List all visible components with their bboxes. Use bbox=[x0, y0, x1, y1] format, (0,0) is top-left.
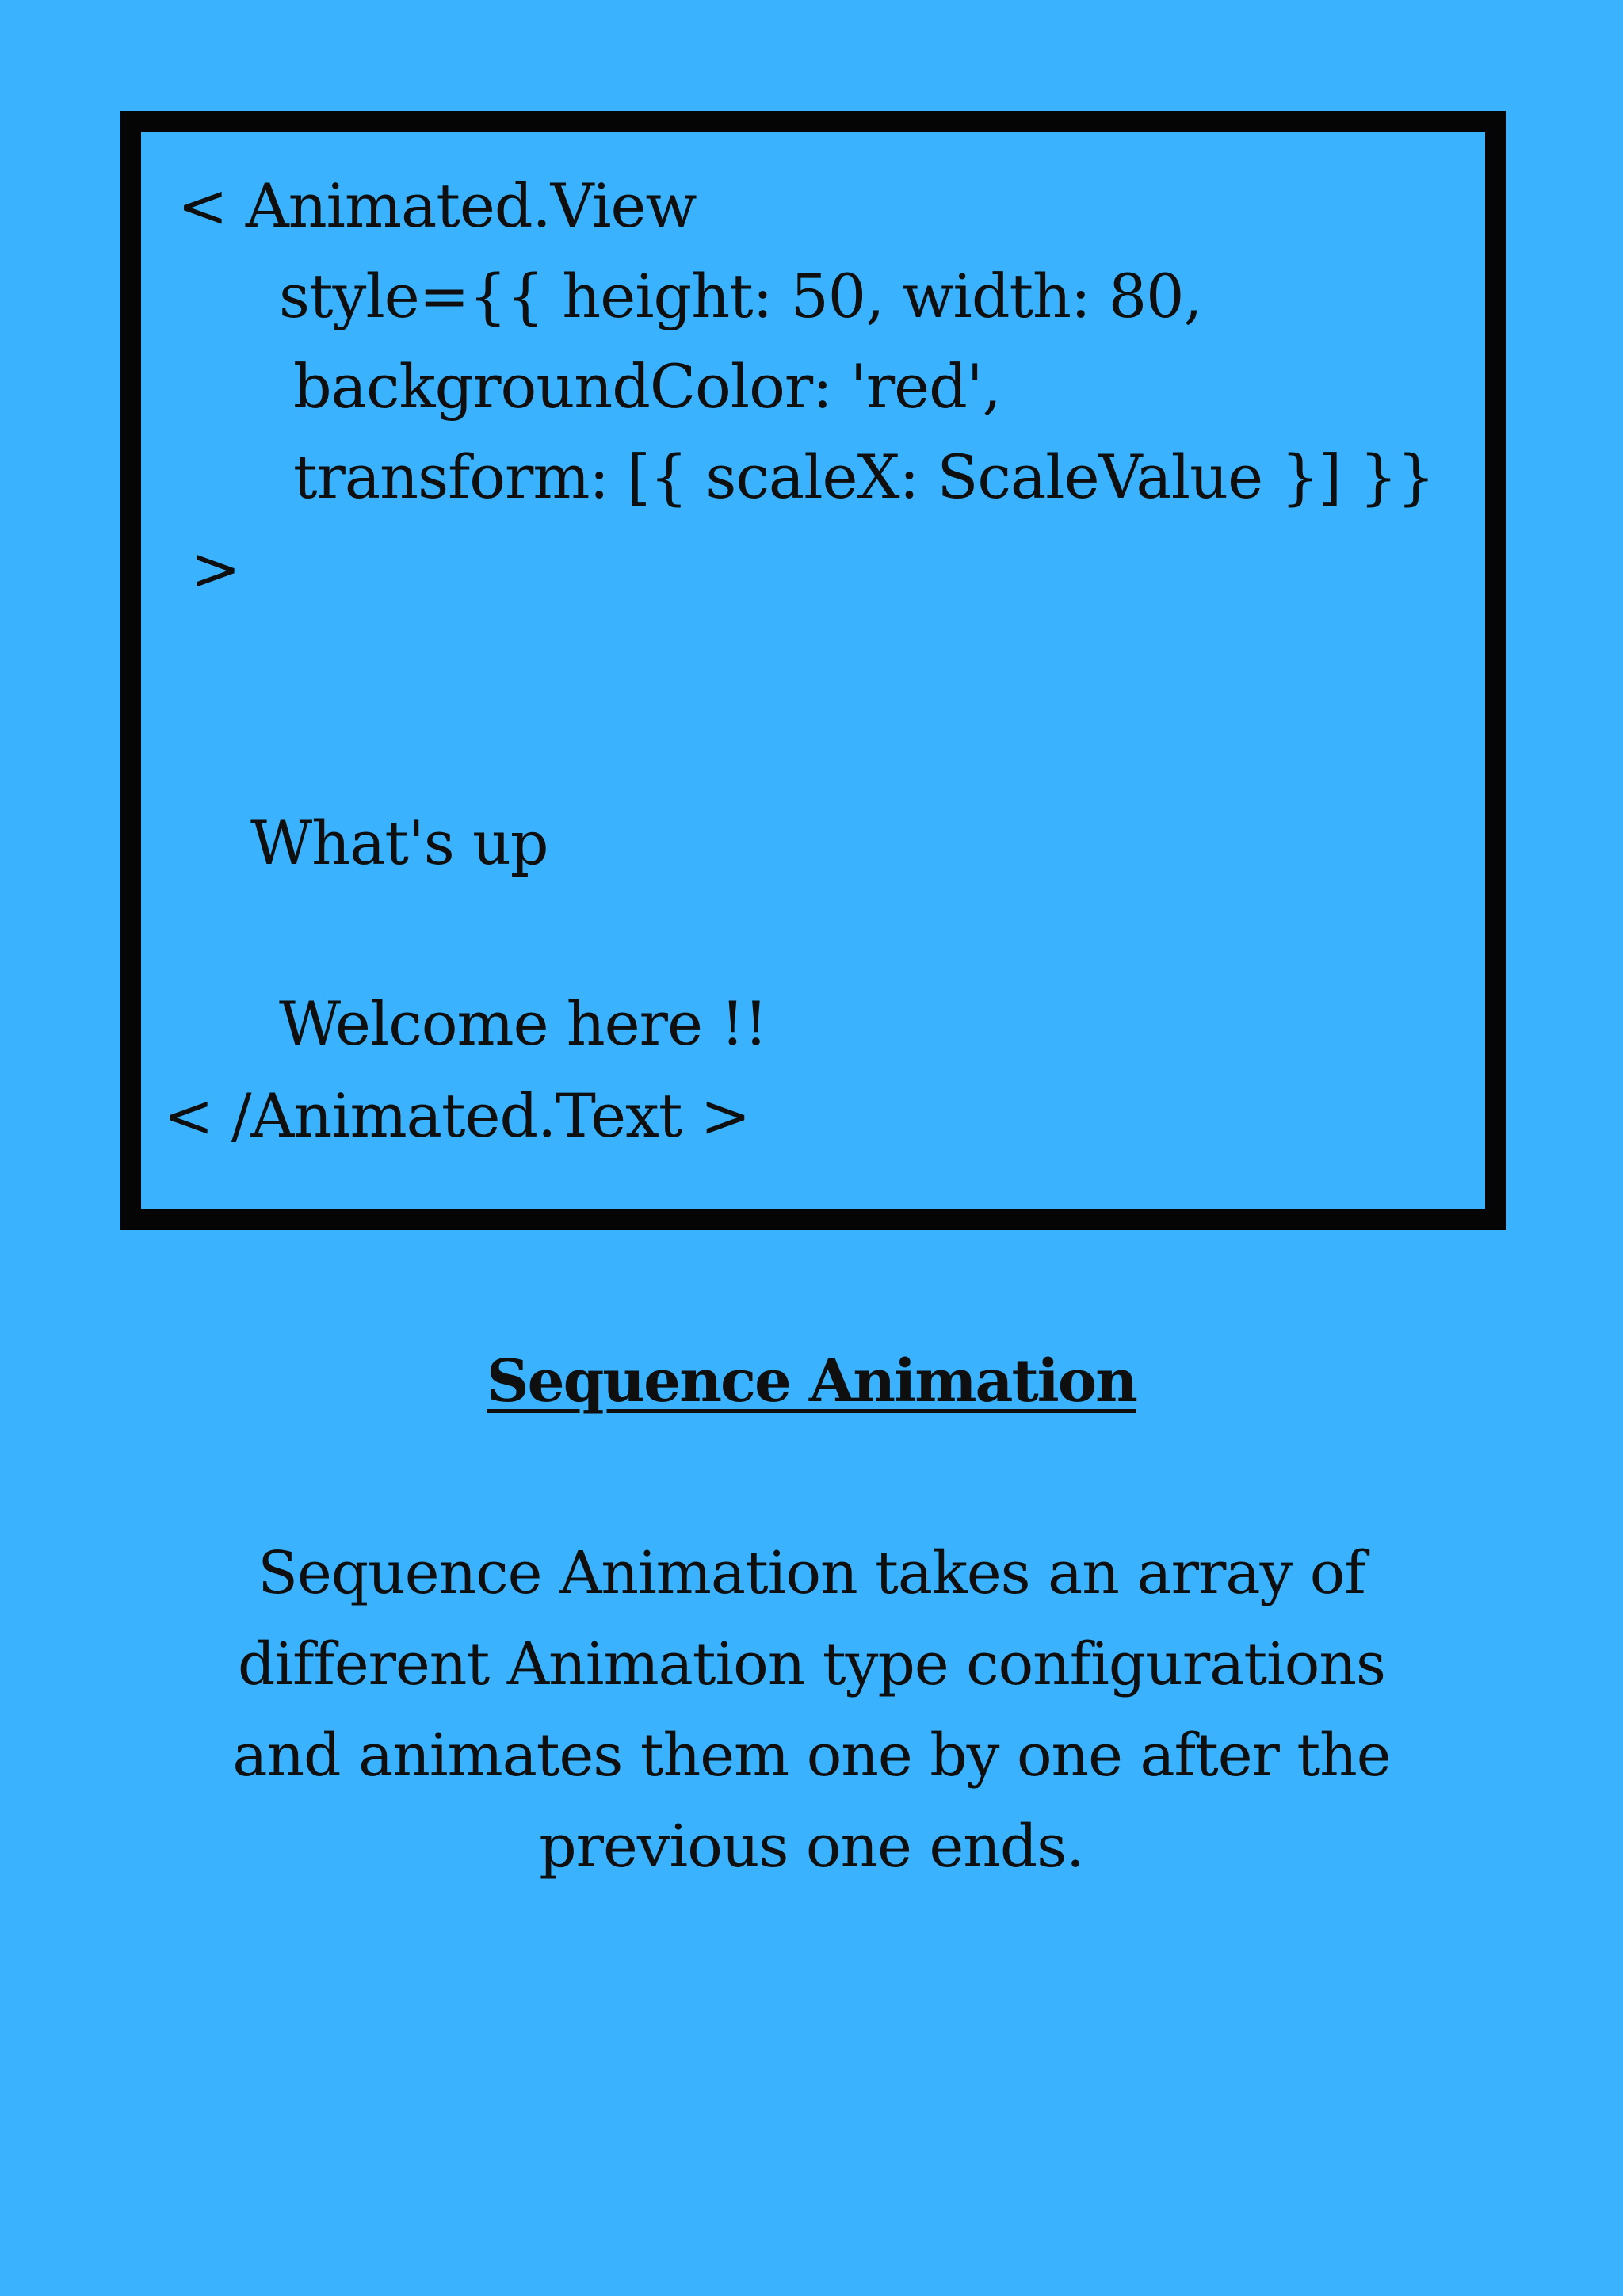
code-line-whats-up: What's up bbox=[250, 808, 548, 878]
code-line-welcome: Welcome here !! bbox=[279, 988, 768, 1059]
code-line-background: backgroundColor: 'red', bbox=[293, 351, 1001, 422]
code-line-close-tag: < /Animated.Text > bbox=[163, 1080, 750, 1151]
code-line-transform: transform: [{ scaleX: ScaleValue }] }} bbox=[293, 441, 1435, 512]
section-title: Sequence Animation bbox=[487, 1347, 1136, 1415]
code-line-open-tag: < Animated.View bbox=[178, 170, 697, 241]
section-description: Sequence Animation takes an array of different Animation type configurations and animates them one by one after the previous one ends. bbox=[232, 1539, 1391, 1881]
code-line-close-bracket: > bbox=[190, 533, 240, 604]
code-line-style: style={{ height: 50, width: 80, bbox=[279, 261, 1202, 331]
